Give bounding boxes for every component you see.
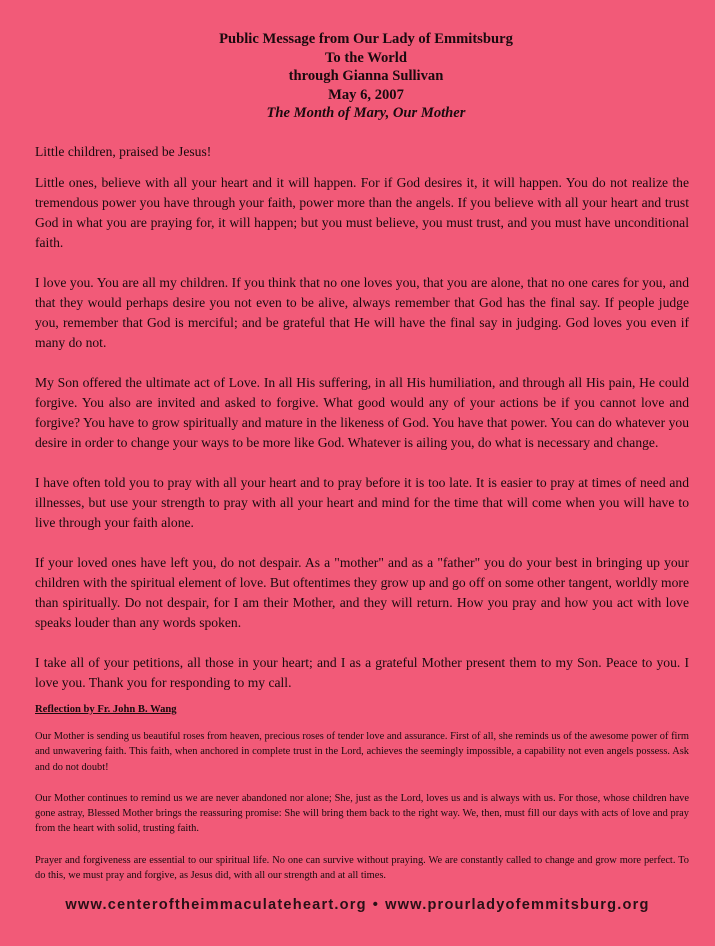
message-body: [35, 173, 689, 693]
website-link-emmitsburg[interactable]: www.prourladyofemmitsburg.org: [385, 897, 650, 913]
message-date: May 6, 2007: [328, 86, 404, 103]
reflection-body: [35, 729, 689, 883]
message-paragraph: I have often told you to pray with all your heart and to pray before it is too late. It is easier to pray at times of need and illnesses, but use your strength to pray with all your heart and mind for the time that will come when you will have to live through your faith alone.: [35, 474, 689, 530]
reflection-paragraph: Our Mother continues to remind us we are never abandoned nor alone; She, just as the Lord, loves us and is always with us. For those, whose children have gone astray, Blessed Mother brings the reassuring promise: She will bring them back to the right way. We, then, must fill our days with acts of love and pray from the heart with solid, trusting faith.: [35, 792, 689, 835]
reflection-paragraph: Prayer and forgiveness are essential to our spiritual life. No one can survive without praying. We are constantly called to change and grow more perfect. To do this, we must pray and forgive, as Jesus did, with all our strength and at all times.: [35, 854, 689, 882]
footer-links: [0, 897, 715, 913]
visionary-line: through Gianna Sullivan: [288, 68, 444, 85]
message-paragraph: Little ones, believe with all your heart and it will happen. For if God desires it, it will happen. You do not realize the tremendous power you have through your faith, power more than the angels. If you believe with all your heart and trust God in what you are praying for, it will happen; but you must believe, you must trust, and you must have unconditional faith.: [35, 174, 689, 250]
message-subtitle: The Month of Mary, Our Mother: [266, 105, 466, 122]
message-paragraph: I love you. You are all my children. If you think that no one loves you, that you are alone, that no one cares for you, and that they would perhaps desire you not even to be alive, always remember that God has the final say. If people judge you, remember that God is merciful; and be grateful that He will have the final say in judging. God loves you even if many do not.: [35, 274, 689, 350]
greeting: Little children, praised be Jesus!: [35, 143, 212, 159]
message-paragraph: If your loved ones have left you, do not despair. As a "mother" and as a "father" you do your best in bringing up your children with the spiritual element of love. But oftentimes they grow up and go off on some other tangent, worldly more than spiritually. Do not despair, for I am their Mother, and they will return. How you pray and how you act with love speaks louder than any words spoken.: [35, 554, 689, 630]
footer-separator: •: [372, 897, 380, 913]
audience-line: To the World: [325, 49, 407, 66]
header-block: [43, 30, 689, 123]
message-paragraph: I take all of your petitions, all those in your heart; and I as a grateful Mother present them to my Son. Peace to you. I love you. Thank you for responding to my call.: [35, 654, 689, 690]
reflection-paragraph: Our Mother is sending us beautiful roses from heaven, precious roses of tender love and assurance. First of all, she reminds us of the awesome power of firm and unwavering faith. This faith, when anchored in complete trust in the Lord, achieves the seemingly impossible, a capability not even angels possess. Ask and do not doubt!: [35, 730, 689, 773]
message-paragraph: My Son offered the ultimate act of Love. In all His suffering, in all His humiliation, and through all His pain, He could forgive. You also are invited and asked to forgive. What good would any of your actions be if you cannot love and forgive? You have to grow spiritually and mature in the likeness of God. You have that power. You can do whatever you desire in order to change your ways to be more like God. Whatever is ailing you, do what is necessary and change.: [35, 374, 689, 450]
message-title: Public Message from Our Lady of Emmitsburg: [219, 31, 513, 47]
website-link-center[interactable]: www.centeroftheimmaculateheart.org: [65, 897, 367, 913]
reflection-title: Reflection by Fr. John B. Wang: [35, 703, 177, 715]
